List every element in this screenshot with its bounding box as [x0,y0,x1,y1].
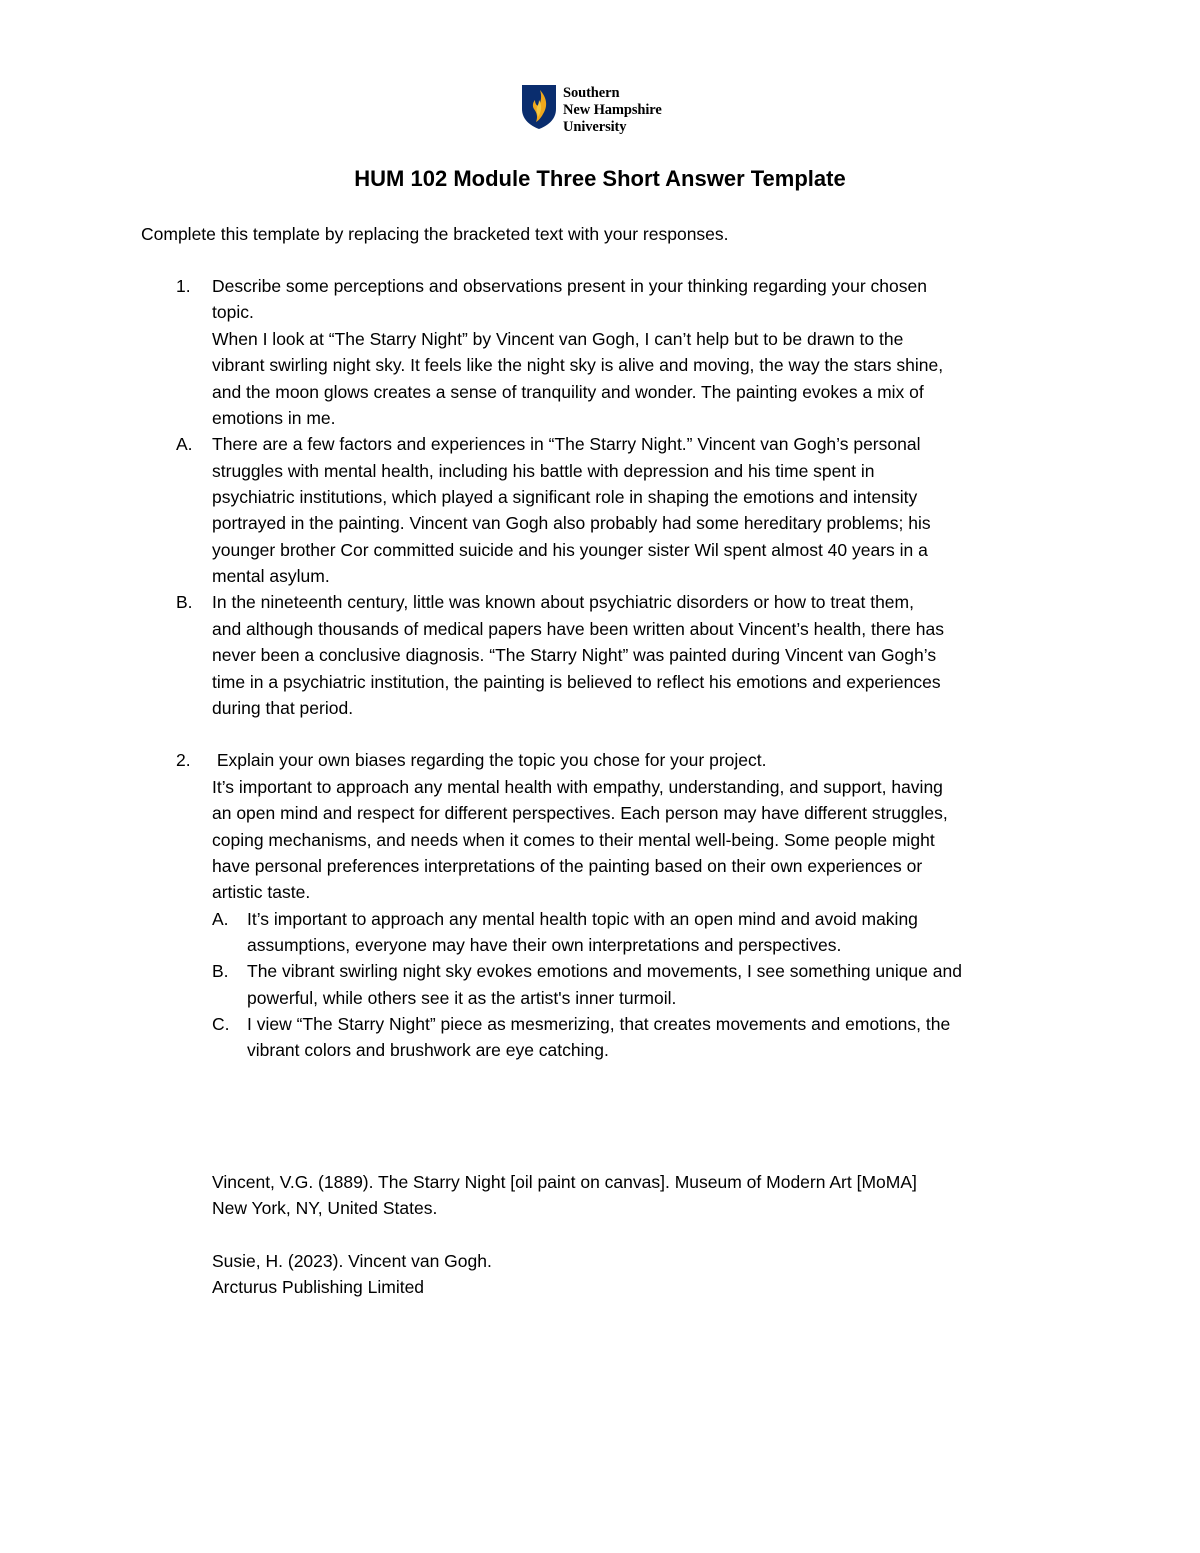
item-1a-line: There are a few factors and experiences in “The Starry Night.” Vincent van Gogh’s personal [212,434,921,454]
item-1a-line: portrayed in the painting. Vincent van Gogh also probably had some hereditary problems; his [212,513,931,533]
item-1a-marker: A. [176,434,193,454]
answer-2-line: artistic taste. [212,882,311,902]
item-2a-marker: A. [212,909,229,929]
item-2b-line: The vibrant swirling night sky evokes emotions and movements, I see something unique and [247,961,962,981]
page-title: HUM 102 Module Three Short Answer Template [354,166,846,191]
item-1a-line: struggles with mental health, including his battle with depression and his time spent in [212,461,875,481]
question-1-text-line: topic. [212,302,254,322]
item-2a-line: assumptions, everyone may have their own interpretations and perspectives. [247,935,842,955]
item-2c-line: I view “The Starry Night” piece as mesmerizing, that creates movements and emotions, the [247,1014,951,1034]
item-2a-line: It’s important to approach any mental health topic with an open mind and avoid making [247,909,918,929]
item-1a-line: younger brother Cor committed suicide and his younger sister Wil spent almost 40 years in a [212,540,928,560]
item-2b-line: powerful, while others see it as the artist's inner turmoil. [247,988,677,1008]
reference-2-line: Susie, H. (2023). Vincent van Gogh. [212,1251,492,1271]
university-logo [521,84,662,136]
answer-2-line: an open mind and respect for different perspectives. Each person may have different struggles, [212,803,948,823]
logo-wordmark [563,85,662,136]
answer-1-line: When I look at “The Starry Night” by Vincent van Gogh, I can’t help but to be drawn to the [212,329,904,349]
instructions: Complete this template by replacing the bracketed text with your responses. [141,224,729,244]
question-2-text: Explain your own biases regarding the topic you chose for your project. [212,750,767,770]
item-1b-line: never been a conclusive diagnosis. “The Starry Night” was painted during Vincent van Gogh’s [212,645,937,665]
item-2b-marker: B. [212,961,229,981]
question-1-text-line: Describe some perceptions and observations present in your thinking regarding your chosen [212,276,927,296]
logo-line-2: New Hampshire [563,102,662,118]
logo-line-1: Southern [563,85,620,101]
item-2c-marker: C. [212,1014,230,1034]
item-1b-line: time in a psychiatric institution, the painting is believed to reflect his emotions and experiences [212,672,941,692]
question-1-marker: 1. [176,276,191,296]
item-2c-line: vibrant colors and brushwork are eye catching. [247,1040,609,1060]
answer-1-line: and the moon glows creates a sense of tranquility and wonder. The painting evokes a mix of [212,382,924,402]
item-1a-line: mental asylum. [212,566,330,586]
item-1b-line: during that period. [212,698,354,718]
answer-1-line: vibrant swirling night sky. It feels like the night sky is alive and moving, the way the stars shine, [212,355,944,375]
question-2-marker: 2. [176,750,191,770]
item-1b-line: In the nineteenth century, little was known about psychiatric disorders or how to treat them, [212,592,914,612]
shield-flame-icon [521,84,557,130]
item-1b-marker: B. [176,592,193,612]
answer-2-line: have personal preferences interpretations of the painting based on their own experiences or [212,856,923,876]
logo-line-3: University [563,119,627,135]
answer-2-line: It’s important to approach any mental health with empathy, understanding, and support, having [212,777,943,797]
answer-1-line: emotions in me. [212,408,336,428]
item-1a-line: psychiatric institutions, which played a significant role in shaping the emotions and intensity [212,487,918,507]
reference-1-line: Vincent, V.G. (1889). The Starry Night [oil paint on canvas]. Museum of Modern Art [MoMA] [212,1172,917,1192]
reference-1-line: New York, NY, United States. [212,1198,438,1218]
answer-2-line: coping mechanisms, and needs when it comes to their mental well-being. Some people might [212,830,935,850]
reference-2-line: Arcturus Publishing Limited [212,1277,425,1297]
item-1b-line: and although thousands of medical papers have been written about Vincent’s health, there has [212,619,944,639]
